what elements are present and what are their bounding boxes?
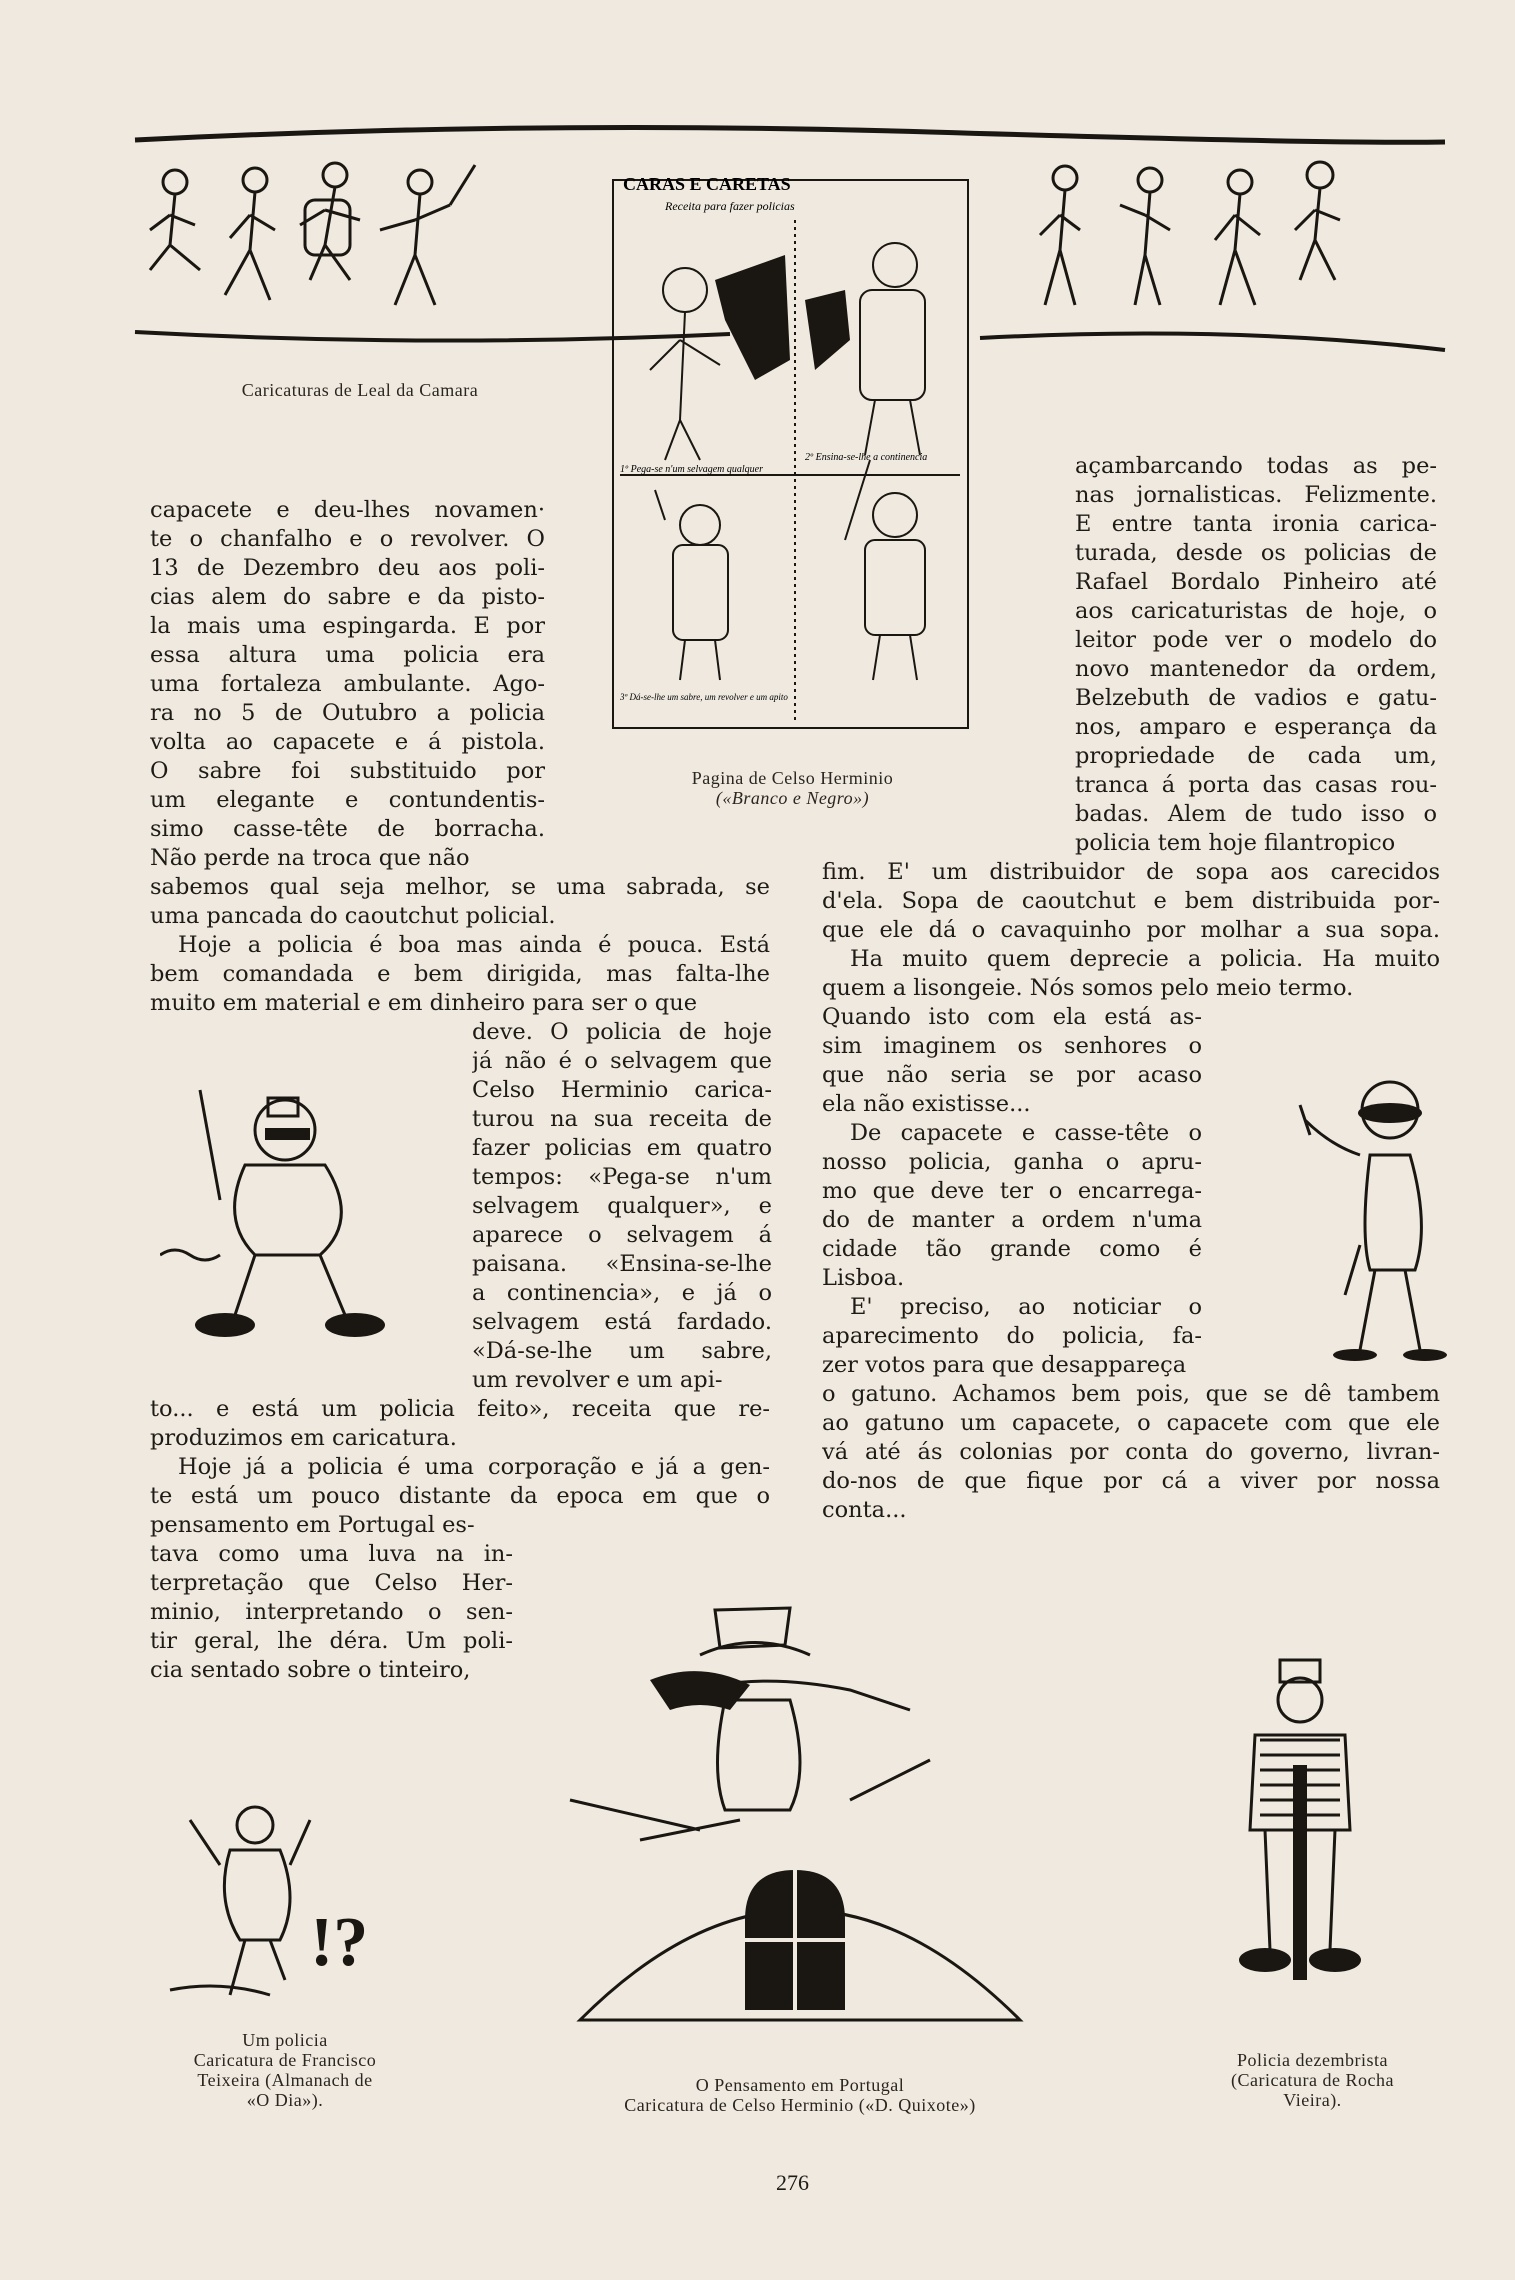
text-line: que ele dá o cavaquinho por molhar a sua sopa. <box>822 917 1440 943</box>
text-line: Ha muito quem deprecie a policia. Ha muito <box>850 946 1440 972</box>
cartoon-title: CARAS E CARETAS <box>623 174 791 194</box>
text-line: um revolver e um api- <box>472 1367 723 1393</box>
text-line: Hoje a policia é boa mas ainda é pouca. Está <box>178 932 770 958</box>
text-line: policia tem hoje filantropico <box>1075 830 1396 856</box>
right-column-block-b <box>822 858 1440 1003</box>
text-line: Celso Herminio carica- <box>472 1077 772 1103</box>
caption-line: Vieira). <box>1283 2090 1342 2110</box>
caption-line: Caricatura de Francisco <box>193 2050 377 2070</box>
left-column-block-c <box>472 1018 772 1395</box>
text-line: selvagem está fardado. <box>472 1309 772 1335</box>
caption-celso-page <box>605 768 980 808</box>
text-line: nosso policia, ganha o apru- <box>822 1149 1202 1175</box>
text-line: minio, interpretando o sen- <box>150 1599 513 1625</box>
um-policia-illustration <box>160 1790 390 2015</box>
text-line: aparecimento do policia, fa- <box>822 1323 1202 1349</box>
text-line: sim imaginem os senhores o <box>822 1033 1202 1059</box>
caption-header-caricatures <box>150 380 570 400</box>
policia-dezembrista-illustration <box>1200 1655 1425 2025</box>
text-line: paisana. «Ensina-se-lhe <box>472 1251 772 1277</box>
caption-line: «O Dia»). <box>246 2090 324 2110</box>
cartoon-step3: 3º Dá-se-lhe um sabre, um revolver e um apito <box>620 692 788 702</box>
text-line: do-nos de que fique por cá a viver por nossa <box>822 1468 1440 1494</box>
text-line: tava como uma luva na in- <box>150 1541 513 1567</box>
text-line: aos caricaturistas de hoje, o <box>1075 598 1437 624</box>
caption-line: Teixeira (Almanach de <box>197 2070 373 2090</box>
cartoon-step1: 1º Pega-se n'um selvagem qualquer <box>620 464 763 475</box>
text-line: bem comandada e bem dirigida, mas falta-lhe <box>150 961 770 987</box>
caption-line: Policia dezembrista <box>1237 2050 1388 2070</box>
text-line: deve. O policia de hoje <box>472 1019 772 1045</box>
text-line: Não perde na troca que não <box>150 845 470 871</box>
text-line: badas. Alem de tudo isso o <box>1075 801 1437 827</box>
text-line: to... e está um policia feito», receita que re- <box>150 1396 770 1422</box>
caption-text: Caricaturas de Leal da Camara <box>241 380 479 400</box>
caption-line: Caricatura de Celso Herminio («D. Quixote») <box>624 2095 976 2115</box>
text-line: ao gatuno um capacete, o capacete com que ele <box>822 1410 1440 1436</box>
text-line: já não é o selvagem que <box>472 1048 772 1074</box>
text-line: nas jornalisticas. Felizmente. <box>1075 482 1437 508</box>
text-line: leitor pode ver o modelo do <box>1075 627 1437 653</box>
text-line: Belzebuth de vadios e gatu- <box>1075 685 1437 711</box>
text-line: cias alem do sabre e da pisto- <box>150 584 545 610</box>
celso-herminio-page-illustration <box>605 160 980 735</box>
caption-pensamento <box>540 2075 1060 2115</box>
text-line: tempos: «Pega-se n'um <box>472 1164 772 1190</box>
page-number: 276 <box>776 2170 809 2195</box>
text-line: o gatuno. Achamos bem pois, que se dê tambem <box>822 1381 1440 1407</box>
text-line: «Dá-se-lhe um sabre, <box>472 1338 772 1364</box>
text-line: que não seria se por acaso <box>822 1062 1202 1088</box>
caption-line: Pagina de Celso Herminio <box>691 768 894 788</box>
text-line: E' preciso, ao noticiar o <box>850 1294 1202 1320</box>
text-line: vá até ás colonias por conta do governo, livran- <box>822 1439 1440 1465</box>
text-line: pensamento em Portugal es- <box>150 1512 475 1538</box>
text-line: Rafael Bordalo Pinheiro até <box>1075 569 1437 595</box>
text-line: Quando isto com ela está as- <box>822 1004 1202 1030</box>
text-line: terpretação que Celso Her- <box>150 1570 513 1596</box>
left-column-block-b <box>150 873 770 1018</box>
text-line: do de manter a ordem n'uma <box>822 1207 1202 1233</box>
text-line: simo casse-tête de borracha. <box>150 816 545 842</box>
text-line: te o chanfalho e o revolver. O <box>150 526 545 552</box>
text-line: uma pancada do caoutchut policial. <box>150 903 556 929</box>
text-line: essa altura uma policia era <box>150 642 545 668</box>
text-line: fazer policias em quatro <box>472 1135 772 1161</box>
caption-line: O Pensamento em Portugal <box>695 2075 905 2095</box>
text-line: 13 de Dezembro deu aos poli- <box>150 555 545 581</box>
text-line: E entre tanta ironia carica- <box>1075 511 1437 537</box>
text-line: quem a lisongeie. Nós somos pelo meio termo. <box>822 975 1354 1001</box>
cartoon-subtitle: Receita para fazer policias <box>665 199 795 213</box>
text-line: turada, desde os policias de <box>1075 540 1437 566</box>
text-line: d'ela. Sopa de caoutchut e bem distribuida por- <box>822 888 1440 914</box>
text-line: te está um pouco distante da epoca em que o <box>150 1483 770 1509</box>
text-line: um elegante e contundentis- <box>150 787 545 813</box>
text-line: muito em material e em dinheiro para ser o que <box>150 990 698 1016</box>
text-line: turou na sua receita de <box>472 1106 772 1132</box>
text-line: produzimos em caricatura. <box>150 1425 457 1451</box>
text-line: zer votos para que desappareça <box>822 1352 1187 1378</box>
right-column-block-c <box>822 1003 1202 1380</box>
caption-um-policia <box>135 2030 435 2110</box>
text-line: cidade tão grande como é <box>822 1236 1202 1262</box>
text-line: capacete e deu-lhes novamen· <box>150 497 545 523</box>
text-line: uma fortaleza ambulante. Ago- <box>150 671 545 697</box>
text-line: mo que deve ter o encarrega- <box>822 1178 1202 1204</box>
text-line: aparece o selvagem á <box>472 1222 772 1248</box>
text-line: la mais uma espingarda. E por <box>150 613 545 639</box>
saluting-policeman-illustration <box>1275 1065 1450 1365</box>
text-line: sabemos qual seja melhor, se uma sabrada, se <box>150 874 770 900</box>
text-line: ra no 5 de Outubro a policia <box>150 700 545 726</box>
text-line: tir geral, lhe déra. Um poli- <box>150 1628 513 1654</box>
text-line: açambarcando todas as pe- <box>1075 453 1437 479</box>
text-line: O sabre foi substituido por <box>150 758 545 784</box>
text-line: Lisboa. <box>822 1265 905 1291</box>
text-line: nos, amparo e esperança da <box>1075 714 1437 740</box>
pensamento-em-portugal-illustration <box>550 1600 1045 2040</box>
caption-line: Um policia <box>242 2030 328 2050</box>
text-line: De capacete e casse-tête o <box>850 1120 1202 1146</box>
right-column-block-a <box>1075 452 1437 858</box>
cartoon-step2: 2º Ensina-se-lhe a continencia <box>805 452 928 463</box>
left-column-block-e <box>150 1540 513 1685</box>
text-line: novo mantenedor da ordem, <box>1075 656 1437 682</box>
text-line: conta... <box>822 1497 907 1523</box>
policeman-with-saber-illustration <box>160 1080 410 1350</box>
right-column-block-d <box>822 1380 1440 1525</box>
text-line: propriedade de cada um, <box>1075 743 1437 769</box>
caption-line: (Caricatura de Rocha <box>1231 2070 1394 2090</box>
text-line: tranca á porta das casas rou- <box>1075 772 1437 798</box>
text-line: volta ao capacete e á pistola. <box>150 729 545 755</box>
text-line: selvagem qualquer», e <box>472 1193 772 1219</box>
text-line: Hoje já a policia é uma corporação e já a gen- <box>178 1454 770 1480</box>
text-line: ela não existisse... <box>822 1091 1031 1117</box>
left-column-block-a <box>150 496 545 873</box>
text-line: cia sentado sobre o tinteiro, <box>150 1657 471 1683</box>
caption-line: («Branco e Negro») <box>715 788 870 808</box>
caption-dezembrista <box>1170 2050 1455 2110</box>
text-line: fim. E' um distribuidor de sopa aos carecidos <box>822 859 1440 885</box>
svg-text:!?: !? <box>310 1904 369 1981</box>
text-line: a continencia», e já o <box>472 1280 772 1306</box>
left-column-block-d <box>150 1395 770 1540</box>
